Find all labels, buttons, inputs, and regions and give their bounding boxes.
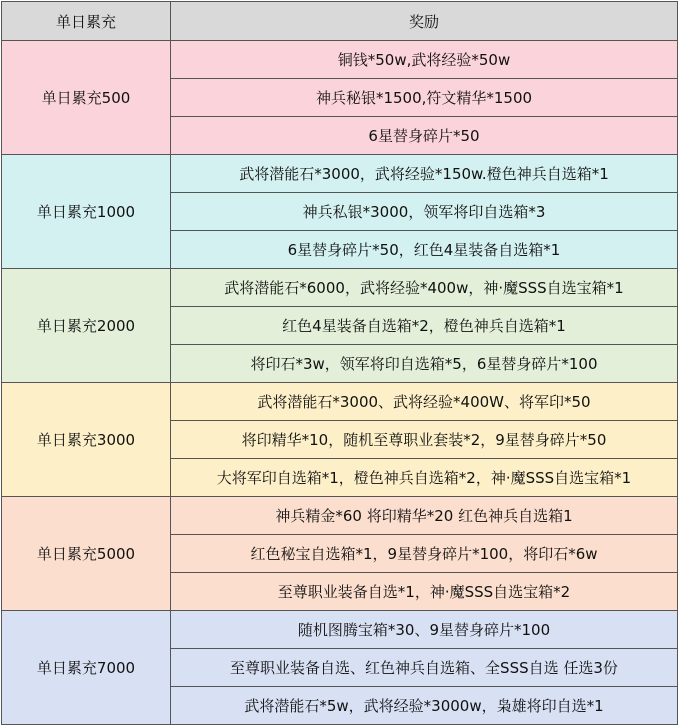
reward-table [1,1,678,725]
reward-cell: 红色秘宝自选箱*1，9星替身碎片*100，将印石*6w [171,535,678,573]
reward-cell: 武将潜能石*5w，武将经验*3000w，枭雄将印自选*1 [171,687,678,725]
reward-cell: 将印精华*10，随机至尊职业套装*2，9星替身碎片*50 [171,421,678,459]
reward-cell: 6星替身碎片*50 [171,117,678,155]
reward-cell: 神兵私银*3000，领军将印自选箱*3 [171,193,678,231]
reward-cell: 至尊职业装备自选*1，神·魔SSS自选宝箱*2 [171,573,678,611]
table-row [2,611,678,649]
header-reward: 奖励 [171,2,678,41]
reward-cell: 将印石*3w，领军将印自选箱*5，6星替身碎片*100 [171,345,678,383]
table-row [2,383,678,421]
table-row [2,41,678,79]
reward-cell: 武将潜能石*6000，武将经验*400w，神·魔SSS自选宝箱*1 [171,269,678,307]
tier-label: 单日累充1000 [2,155,171,269]
table-header-row [2,2,678,41]
reward-cell: 武将潜能石*3000，武将经验*150w.橙色神兵自选箱*1 [171,155,678,193]
reward-cell: 6星替身碎片*50，红色4星装备自选箱*1 [171,231,678,269]
tier-label: 单日累充500 [2,41,171,155]
tier-label: 单日累充3000 [2,383,171,497]
tier-label: 单日累充2000 [2,269,171,383]
reward-cell: 红色4星装备自选箱*2，橙色神兵自选箱*1 [171,307,678,345]
reward-cell: 至尊职业装备自选、红色神兵自选箱、全SSS自选 任选3份 [171,649,678,687]
reward-cell: 神兵精金*60 将印精华*20 红色神兵自选箱1 [171,497,678,535]
reward-cell: 随机图腾宝箱*30、9星替身碎片*100 [171,611,678,649]
table-row [2,155,678,193]
tier-label: 单日累充7000 [2,611,171,725]
reward-cell: 武将潜能石*3000、武将经验*400W、将军印*50 [171,383,678,421]
table-row [2,497,678,535]
reward-cell: 大将军印自选箱*1，橙色神兵自选箱*2，神·魔SSS自选宝箱*1 [171,459,678,497]
table-row [2,269,678,307]
reward-cell: 神兵秘银*1500,符文精华*1500 [171,79,678,117]
header-tier: 单日累充 [2,2,171,41]
reward-cell: 铜钱*50w,武将经验*50w [171,41,678,79]
tier-label: 单日累充5000 [2,497,171,611]
